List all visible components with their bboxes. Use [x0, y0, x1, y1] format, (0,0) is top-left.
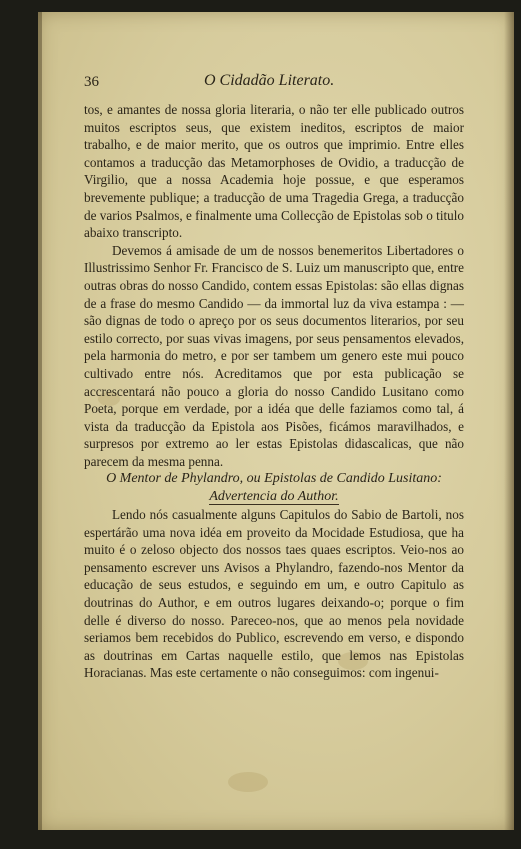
page-body — [84, 101, 464, 682]
page-fold-shadow — [38, 12, 42, 830]
paragraph-dedication: Devemos á amisade de um de nossos benemeritos Libertadores o Illustrissimo Senhor Fr. Francisco de S. Luiz um manuscripto que, entre outras obras do nosso Candido, contem essas Epistolas: são ellas dignas de a frase do mesmo Candido — da immortal luz da viva estampa : — são dignas de todo o apreço por os seus documentos literarios, por seu estilo correcto, por suas vivas imagens, por seus pensamentos elevados, pela harmonia do metro, e por ser tambem um genero este mui pouco cultivado entre nós. Acreditamos que por esta publicação se accrescentará não pouco a gloria do nosso Candido Lusitano como Poeta, porque em verdade, por a idéa que delle faziamos como tal, á vista da traducção da Epistola aos Pisões, ficámos maravilhados, e surpresos por extremo ao ler estas Epistolas didascalicas, que não parecem da mesma penna. — [84, 242, 464, 469]
paper-stain — [228, 772, 268, 792]
section-heading: O Mentor de Phylandro, ou Epistolas de Candido Lusitano: — [106, 471, 442, 487]
page-number: 36 — [84, 74, 99, 90]
page-header — [84, 72, 462, 94]
paragraph-continuation: tos, e amantes de nossa gloria literaria, o não ter elle publicado outros muitos escriptos seus, que existem ineditos, escriptos de maior trabalho, e de maior merito, que os outros que imprimio. Entre elles contamos a traducção das Metamorphoses de Ovidio, a traducção de Virgilio, que a nossa Academia hoje possue, e que esperamos brevemente publique; a traducção de uma Tragedia Grega, a traducção de varios Psalmos, e finalmente uma Collecção de Epistolas sob o titulo abaixo transcripto. — [84, 102, 464, 241]
paragraph-advertencia: Lendo nós casualmente alguns Capitulos do Sabio de Bartoli, nos espertárão uma nova idéa em proveito da Mocidade Estudiosa, que ha muito é o zeloso objecto dos nossos taes quaes escriptos. Veio-nos ao pensamento escrever uns Avisos a Phylandro, fazendo-nos Mentor da educação de seus estudos, e seguindo em um, e outro Capitulo as doutrinas do Author, e em outros lugares deixando-o; porque o fim delle é diverso do nosso. Pareceo-nos, que ao menos pela novidade seriamos bem recebidos do Publico, escrevendo em verso, e dispondo as doutrinas em Cartas naquelle estilo, que lemos nas Epistolas Horacianas. Mas este certamente o não conseguimos: com ingenui- — [84, 507, 464, 681]
running-title: O Cidadão Literato. — [204, 72, 335, 89]
section-subheading — [84, 488, 464, 506]
subheading-text: Advertencia do Author. — [209, 489, 339, 505]
page-edge-shadow — [504, 12, 514, 830]
